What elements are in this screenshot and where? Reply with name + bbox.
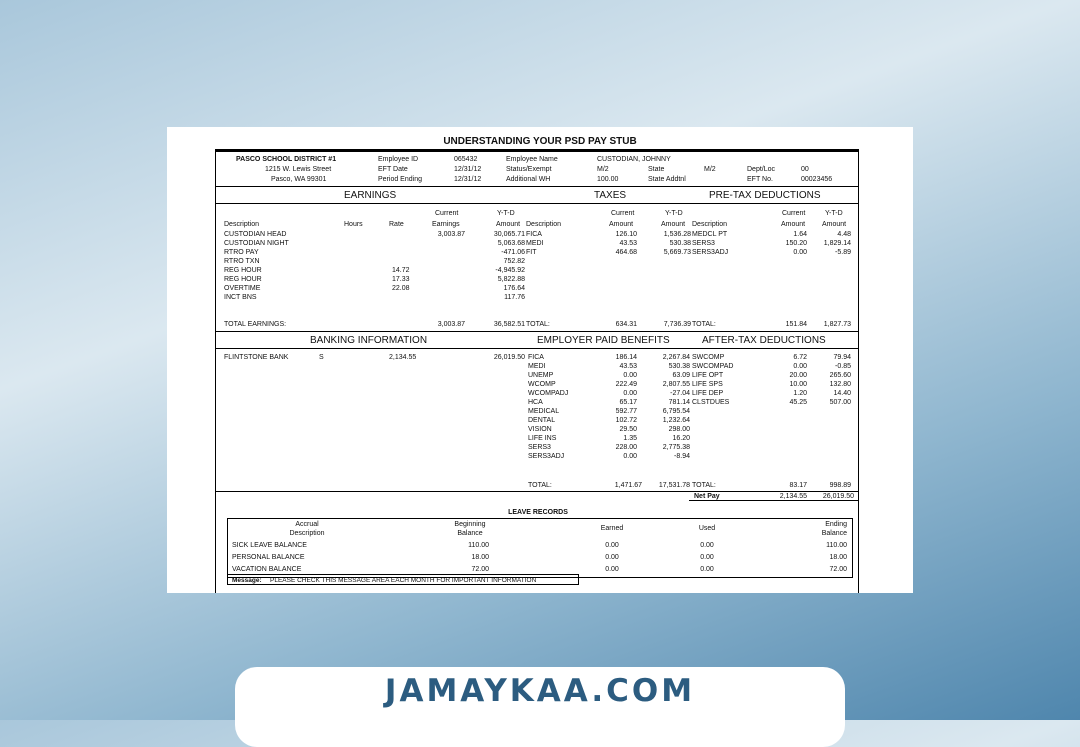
benefits-row-desc: WCOMPADJ [528, 390, 569, 397]
leave-row-earned: 0.00 [605, 542, 619, 549]
earnings-row-rate: 22.08 [392, 285, 410, 292]
status-value: M/2 [597, 166, 609, 173]
earnings-row-ytd: 5,822.88 [497, 276, 525, 283]
period-ending-value: 12/31/12 [454, 176, 482, 183]
net-pay-current: 2,134.55 [779, 493, 807, 500]
pretax-col-current-2: Amount [781, 221, 806, 228]
pretax-row-desc: MEDCL PT [692, 231, 728, 238]
aftertax-row-desc: SWCOMPAD [692, 363, 734, 370]
earnings-row-desc: INCT BNS [224, 294, 257, 301]
taxes-row-current: 43.53 [619, 240, 637, 247]
benefits-row-desc: UNEMP [528, 372, 554, 379]
header-rule [215, 186, 859, 187]
eft-no-value: 00023456 [801, 176, 833, 183]
leave-row-end: 72.00 [829, 566, 847, 573]
taxes-col-description: Description [526, 221, 562, 228]
benefits-row-ytd: 298.00 [668, 426, 690, 433]
earnings-row-ytd: 30,065.71 [493, 231, 525, 238]
total-earnings-label: TOTAL EARNINGS: [224, 321, 287, 328]
earnings-col-hours: Hours [344, 221, 363, 228]
benefits-row-ytd: 530.38 [668, 363, 690, 370]
bank-name: FLINTSTONE BANK [224, 354, 289, 361]
pretax-row-ytd: 4.48 [837, 231, 851, 238]
aftertax-row-desc: LIFE DEP [692, 390, 724, 397]
benefits-heading: EMPLOYER PAID BENEFITS [537, 335, 670, 346]
pretax-row-current: 150.20 [785, 240, 807, 247]
pretax-row-current: 1.64 [793, 231, 807, 238]
pretax-col-current-1: Current [782, 210, 806, 217]
benefits-row-ytd: 16.20 [672, 435, 690, 442]
aftertax-total-ytd: 998.89 [829, 482, 851, 489]
leave-records-heading: LEAVE RECORDS [508, 509, 568, 516]
leave-col-accrual-2: Description [289, 530, 325, 537]
period-ending-label: Period Ending [378, 176, 422, 183]
pretax-total-ytd: 1,827.73 [823, 321, 851, 328]
aftertax-row-current: 1.20 [793, 390, 807, 397]
dept-label: Dept/Loc [747, 166, 776, 173]
additional-wh-value: 100.00 [597, 176, 619, 183]
benefits-row-ytd: -27.04 [670, 390, 690, 397]
benefits-row-current: 592.77 [615, 408, 637, 415]
leave-row-earned: 0.00 [605, 554, 619, 561]
benefits-row-desc: SERS3 [528, 444, 551, 451]
banking-heading-rule [215, 348, 859, 349]
aftertax-row-current: 45.25 [789, 399, 807, 406]
pretax-row-ytd: 1,829.14 [823, 240, 851, 247]
taxes-total-ytd: 7,736.39 [663, 321, 691, 328]
leave-row-desc: VACATION BALANCE [232, 566, 302, 573]
leave-row-used: 0.00 [700, 542, 714, 549]
earnings-row-ytd: 176.64 [503, 285, 525, 292]
net-pay-ytd: 26,019.50 [822, 493, 854, 500]
earnings-row-rate: 14.72 [392, 267, 410, 274]
taxes-row-desc: FICA [526, 231, 542, 238]
benefits-row-ytd: 1,232.64 [662, 417, 690, 424]
leave-col-earned: Earned [600, 525, 624, 532]
message-label: Message: [232, 577, 262, 584]
benefits-row-ytd: 63.09 [672, 372, 690, 379]
pay-stub-document [167, 127, 913, 593]
leave-col-used: Used [698, 525, 716, 532]
state-value: M/2 [704, 166, 716, 173]
taxes-col-ytd-2: Amount [661, 221, 686, 228]
benefits-row-desc: LIFE INS [528, 435, 557, 442]
state-label: State [648, 166, 665, 173]
aftertax-row-current: 6.72 [793, 354, 807, 361]
earnings-row-ytd: 5,063.68 [497, 240, 525, 247]
leave-col-begin-2: Balance [457, 530, 483, 537]
leave-col-begin-1: Beginning [454, 521, 486, 528]
state-addtnl-label: State Addtnl [648, 176, 686, 183]
benefits-total-current: 1,471.67 [614, 482, 642, 489]
taxes-total-label: TOTAL: [526, 321, 550, 328]
leave-row-used: 0.00 [700, 554, 714, 561]
benefits-row-ytd: -8.94 [674, 453, 690, 460]
benefits-row-ytd: 2,775.38 [662, 444, 690, 451]
pretax-col-description: Description [692, 221, 728, 228]
taxes-row-ytd: 530.38 [669, 240, 691, 247]
employee-name-value: CUSTODIAN, JOHNNY [597, 156, 671, 163]
benefits-row-ytd: 2,267.84 [662, 354, 690, 361]
benefits-row-desc: VISION [528, 426, 552, 433]
benefits-row-desc: DENTAL [528, 417, 556, 424]
pretax-row-desc: SERS3ADJ [692, 249, 729, 256]
earnings-row-ytd: -471.06 [501, 249, 525, 256]
earnings-heading: EARNINGS [344, 190, 397, 201]
aftertax-row-desc: CLSTDUES [692, 399, 730, 406]
taxes-col-ytd-1: Y-T-D [665, 210, 683, 217]
taxes-row-desc: MEDI [526, 240, 544, 247]
pretax-row-desc: SERS3 [692, 240, 715, 247]
aftertax-row-current: 20.00 [789, 372, 807, 379]
earnings-row-current: 3,003.87 [437, 231, 465, 238]
message-text: PLEASE CHECK THIS MESSAGE AREA EACH MONTH FOR IMPORTANT INFORMATION [270, 577, 537, 584]
taxes-row-current: 126.10 [615, 231, 637, 238]
pretax-col-ytd-1: Y-T-D [825, 210, 843, 217]
eft-date-value: 12/31/12 [454, 166, 482, 173]
aftertax-row-desc: SWCOMP [692, 354, 725, 361]
earnings-col-ytd-1: Y-T-D [497, 210, 515, 217]
aftertax-row-ytd: -0.85 [835, 363, 851, 370]
district-name: PASCO SCHOOL DISTRICT #1 [236, 156, 337, 163]
benefits-row-current: 65.17 [619, 399, 637, 406]
leave-row-begin: 72.00 [471, 566, 489, 573]
leave-col-end-2: Balance [821, 530, 847, 537]
benefits-row-current: 0.00 [623, 453, 637, 460]
earnings-bottom-rule [215, 331, 859, 332]
aftertax-row-current: 0.00 [793, 363, 807, 370]
benefits-row-current: 102.72 [615, 417, 637, 424]
dept-value: 00 [801, 166, 809, 173]
leave-row-desc: SICK LEAVE BALANCE [232, 542, 307, 549]
earnings-row-desc: REG HOUR [224, 267, 262, 274]
earnings-row-ytd: -4,945.92 [495, 267, 525, 274]
pretax-heading: PRE-TAX DEDUCTIONS [709, 190, 821, 201]
aftertax-row-ytd: 14.40 [833, 390, 851, 397]
banking-heading: BANKING INFORMATION [310, 335, 428, 346]
employee-name-label: Employee Name [506, 156, 558, 163]
benefits-row-desc: MEDICAL [528, 408, 560, 415]
leave-col-accrual-1: Accrual [295, 521, 319, 528]
page-title: UNDERSTANDING YOUR PSD PAY STUB [443, 136, 637, 147]
leave-row-begin: 110.00 [468, 542, 489, 549]
right-rule [858, 149, 859, 593]
earnings-col-ytd-2: Amount [496, 221, 521, 228]
pretax-total-label: TOTAL: [692, 321, 716, 328]
aftertax-row-ytd: 132.80 [829, 381, 851, 388]
earnings-col-description: Description [224, 221, 260, 228]
benefits-row-ytd: 2,807.55 [662, 381, 690, 388]
earnings-col-current-1: Current [435, 210, 459, 217]
earnings-row-desc: CUSTODIAN HEAD [224, 231, 287, 238]
earnings-row-ytd: 752.82 [503, 258, 525, 265]
benefits-row-desc: FICA [528, 354, 544, 361]
benefits-row-current: 1.35 [623, 435, 637, 442]
benefits-row-ytd: 781.14 [668, 399, 690, 406]
benefits-row-current: 186.14 [615, 354, 637, 361]
taxes-col-current-2: Amount [609, 221, 634, 228]
benefits-row-desc: MEDI [528, 363, 546, 370]
pretax-row-current: 0.00 [793, 249, 807, 256]
pretax-total-current: 151.84 [785, 321, 807, 328]
earnings-col-current-2: Earnings [432, 221, 460, 228]
bank-amount: 2,134.55 [389, 354, 417, 361]
bank-account-type: S [319, 354, 324, 361]
additional-wh-label: Additional WH [506, 176, 551, 183]
aftertax-row-ytd: 507.00 [829, 399, 851, 406]
leave-row-earned: 0.00 [605, 566, 619, 573]
total-earnings-ytd: 36,582.51 [493, 321, 525, 328]
earnings-col-rate: Rate [389, 221, 404, 228]
aftertax-row-current: 10.00 [789, 381, 807, 388]
pretax-col-ytd-2: Amount [822, 221, 847, 228]
total-earnings-current: 3,003.87 [437, 321, 465, 328]
benefits-row-desc: SERS3ADJ [528, 453, 565, 460]
benefits-row-desc: WCOMP [528, 381, 556, 388]
benefits-row-current: 43.53 [619, 363, 637, 370]
aftertax-total-label: TOTAL: [692, 482, 716, 489]
aftertax-row-ytd: 79.94 [833, 354, 851, 361]
taxes-row-ytd: 1,536.28 [663, 231, 691, 238]
taxes-total-current: 634.31 [615, 321, 637, 328]
site-banner [235, 667, 845, 747]
benefits-total-label: TOTAL: [528, 482, 552, 489]
leave-row-end: 18.00 [829, 554, 847, 561]
aftertax-row-desc: LIFE SPS [692, 381, 723, 388]
benefits-row-desc: HCA [528, 399, 543, 406]
benefits-row-ytd: 6,795.54 [662, 408, 690, 415]
site-banner-text: JAMAYKAA.COM [384, 673, 696, 709]
net-pay-label: Net Pay [694, 493, 720, 500]
earnings-row-desc: RTRO TXN [224, 258, 260, 265]
top-rule [215, 149, 859, 152]
taxes-row-ytd: 5,669.73 [663, 249, 691, 256]
taxes-heading: TAXES [594, 190, 627, 201]
eft-no-label: EFT No. [747, 176, 773, 183]
left-rule [215, 149, 216, 593]
leave-col-end-1: Ending [825, 521, 847, 528]
benefits-row-ytd-prev: 26,019.50 [493, 354, 525, 361]
leave-row-end: 110.00 [826, 542, 847, 549]
earnings-row-desc: REG HOUR [224, 276, 262, 283]
taxes-row-current: 464.68 [615, 249, 637, 256]
earnings-row-rate: 17.33 [392, 276, 410, 283]
employee-id-value: 065432 [454, 156, 478, 163]
benefits-row-current: 0.00 [623, 372, 637, 379]
earnings-row-desc: OVERTIME [224, 285, 261, 292]
benefits-row-current: 228.00 [615, 444, 637, 451]
district-city: Pasco, WA 99301 [271, 176, 327, 183]
earnings-row-desc: CUSTODIAN NIGHT [224, 240, 289, 247]
employee-id-label: Employee ID [378, 156, 419, 163]
aftertax-row-desc: LIFE OPT [692, 372, 724, 379]
leave-row-begin: 18.00 [471, 554, 489, 561]
district-street: 1215 W. Lewis Street [265, 166, 332, 173]
aftertax-row-ytd: 265.60 [829, 372, 851, 379]
benefits-row-current: 29.50 [619, 426, 637, 433]
leave-row-used: 0.00 [700, 566, 714, 573]
earnings-row-ytd: 117.76 [504, 294, 525, 301]
leave-row-desc: PERSONAL BALANCE [232, 554, 305, 561]
benefits-row-current: 0.00 [623, 390, 637, 397]
taxes-row-desc: FIT [526, 249, 537, 256]
earnings-heading-rule [215, 203, 859, 204]
pretax-row-ytd: -5.89 [835, 249, 851, 256]
taxes-col-current-1: Current [611, 210, 635, 217]
aftertax-heading: AFTER-TAX DEDUCTIONS [702, 335, 826, 346]
benefits-total-ytd: 17,531.78 [658, 482, 690, 489]
benefits-row-current: 222.49 [615, 381, 637, 388]
eft-date-label: EFT Date [378, 166, 408, 173]
status-label: Status/Exempt [506, 166, 552, 173]
aftertax-total-current: 83.17 [789, 482, 807, 489]
earnings-row-desc: RTRO PAY [224, 249, 259, 256]
